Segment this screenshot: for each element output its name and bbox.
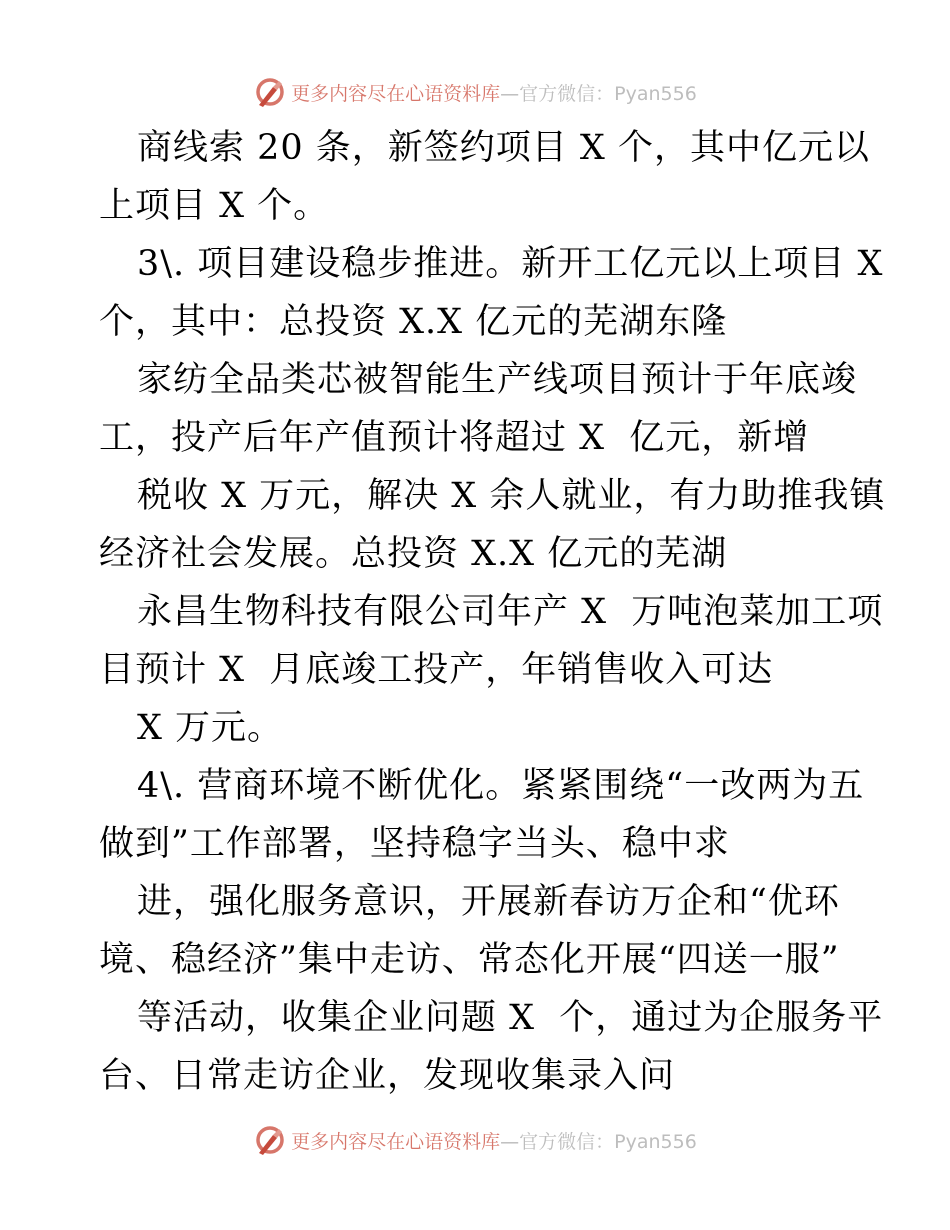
pen-nib-circle-icon bbox=[253, 75, 287, 109]
text-line: 工，投产后年产值预计将超过 X 亿元，新增 bbox=[99, 418, 810, 458]
watermark-dash: — bbox=[500, 1130, 520, 1153]
text-line: 商线索 20 条，新签约项目 X 个，其中亿元以 bbox=[137, 128, 870, 168]
text-line: 个，其中：总投资 X.X 亿元的芜湖东隆 bbox=[99, 302, 728, 342]
text-line: 上项目 X 个。 bbox=[99, 186, 330, 226]
watermark-text bbox=[291, 1127, 697, 1154]
text-line: 做到”工作部署，坚持稳字当头、稳中求 bbox=[99, 824, 730, 864]
text-line: 4\. 营商环境不断优化。紧紧围绕“一改两为五 bbox=[137, 766, 865, 806]
text-line: 境、稳经济”集中走访、常态化开展“四送一服” bbox=[99, 940, 840, 980]
text-line: X 万元。 bbox=[137, 708, 284, 748]
text-line: 永昌生物科技有限公司年产 X 万吨泡菜加工项 bbox=[137, 592, 884, 632]
header-watermark bbox=[0, 72, 950, 112]
pen-nib-circle-icon bbox=[253, 1123, 287, 1157]
watermark-dash: — bbox=[500, 82, 520, 105]
footer-watermark bbox=[0, 1120, 950, 1160]
text-line: 经济社会发展。总投资 X.X 亿元的芜湖 bbox=[99, 534, 728, 574]
watermark-wechat-text: 官方微信：Pyan556 bbox=[519, 1130, 697, 1153]
text-line: 台、日常走访企业，发现收集录入问 bbox=[99, 1056, 676, 1096]
watermark-wechat-text: 官方微信：Pyan556 bbox=[519, 82, 697, 105]
text-line: 家纺全品类芯被智能生产线项目预计于年底竣 bbox=[137, 360, 858, 400]
text-line: 等活动，收集企业问题 X 个，通过为企服务平 bbox=[137, 998, 884, 1038]
text-line: 目预计 X 月底竣工投产，年销售收入可达 bbox=[99, 650, 774, 690]
watermark-red-text: 更多内容尽在心语资料库 bbox=[291, 82, 501, 105]
watermark-red-text: 更多内容尽在心语资料库 bbox=[291, 1130, 501, 1153]
text-line: 3\. 项目建设稳步推进。新开工亿元以上项目 X bbox=[137, 244, 884, 284]
text-line: 税收 X 万元，解决 X 余人就业，有力助推我镇 bbox=[137, 476, 886, 516]
text-line: 进，强化服务意识，开展新春访万企和“优环 bbox=[137, 882, 840, 922]
watermark-text bbox=[291, 79, 697, 106]
